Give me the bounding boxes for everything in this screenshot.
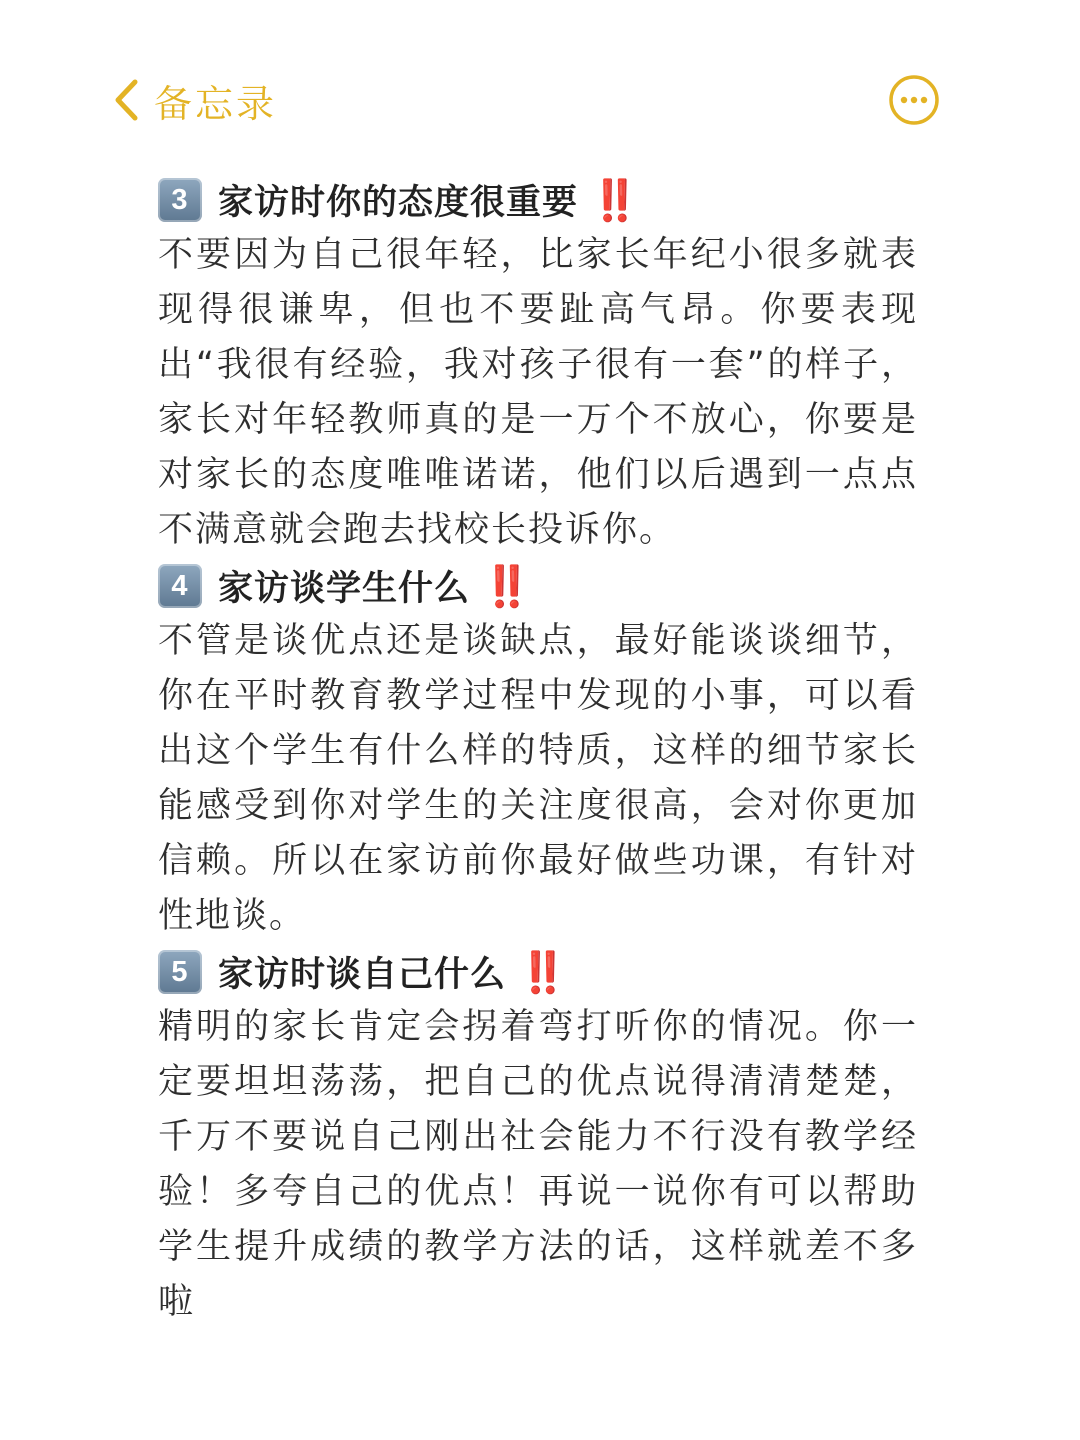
note-section	[158, 558, 918, 944]
section-heading	[158, 558, 918, 614]
section-heading	[158, 944, 918, 1000]
section-paragraph: 不管是谈优点还是谈缺点，最好能谈谈细节，你在平时教育教学过程中发现的小事，可以看出这个学生有什么样的特质，这样的细节家长能感受到你对学生的关注度很高，会对你更加信赖。所以在家访前你最好做些功课，有针对性地谈。	[158, 621, 918, 936]
navigation-bar	[0, 60, 1080, 140]
chevron-left-icon	[112, 78, 140, 122]
section-title: 家访时谈自己什么	[218, 955, 507, 995]
section-heading	[158, 172, 918, 228]
double-exclamation-icon: ‼️	[518, 950, 565, 995]
back-label: 备忘录	[154, 81, 278, 126]
note-body[interactable]	[158, 172, 918, 1330]
section-paragraph: 精明的家长肯定会拐着弯打听你的情况。你一定要坦坦荡荡，把自己的优点说得清清楚楚，千万不要说自己刚出社会能力不行没有教学经验！多夸自己的优点！再说一说你有可以帮助学生提升成绩的教学方法的话，这样就差不多啦	[158, 1007, 918, 1322]
double-exclamation-icon: ‼️	[590, 178, 637, 223]
double-exclamation-icon: ‼️	[482, 564, 529, 609]
note-section	[158, 944, 918, 1330]
section-title: 家访时你的态度很重要	[218, 183, 579, 223]
number-badge: 3	[158, 178, 202, 222]
more-options-button[interactable]	[888, 74, 940, 126]
number-badge: 4	[158, 564, 202, 608]
ellipsis-circle-icon	[888, 74, 940, 126]
section-title: 家访谈学生什么	[218, 569, 471, 609]
back-button[interactable]	[112, 74, 277, 126]
number-badge: 5	[158, 950, 202, 994]
section-paragraph: 不要因为自己很年轻，比家长年纪小很多就表现得很谦卑，但也不要趾高气昂。你要表现出“我很有经验，我对孩子很有一套”的样子，家长对年轻教师真的是一万个不放心，你要是对家长的态度唯唯诺诺，他们以后遇到一点点不满意就会跑去找校长投诉你。	[158, 235, 918, 550]
note-section	[158, 172, 918, 558]
